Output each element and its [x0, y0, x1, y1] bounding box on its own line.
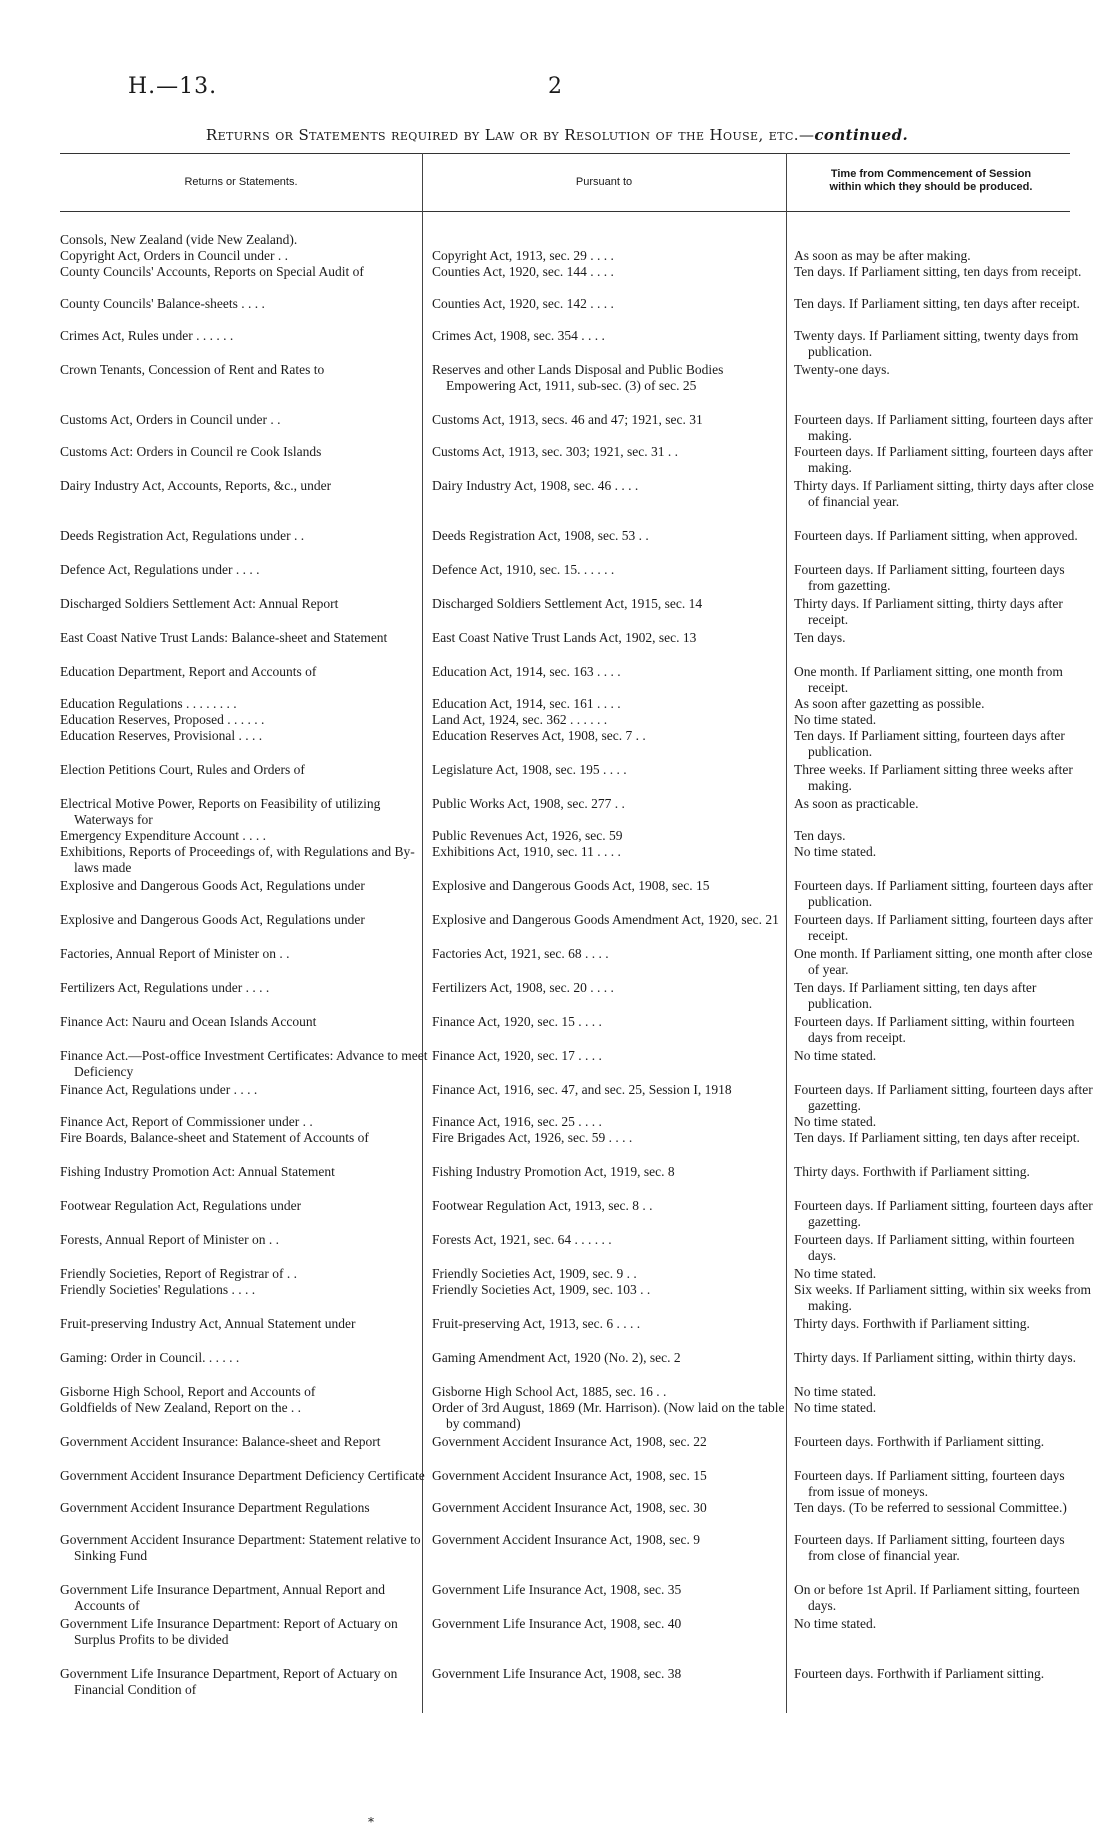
time-cell: No time stated. — [794, 1266, 877, 1281]
pursuant-cell: Public Works Act, 1908, sec. 277 . . — [432, 796, 625, 811]
time-cell: Ten days. (To be referred to sessional Committee.) — [794, 1500, 1067, 1515]
title-main: Returns or Statements required by Law or by Resolution of the House, etc.— — [205, 126, 815, 144]
time-cell: Fourteen days. If Parliament sitting, within fourteen days from receipt. — [794, 1014, 1075, 1045]
pursuant-cell: Finance Act, 1920, sec. 17 . . . . — [432, 1048, 602, 1063]
pursuant-cell: Public Revenues Act, 1926, sec. 59 — [432, 828, 623, 843]
column-header-time — [786, 168, 1076, 194]
pursuant-cell: Government Life Insurance Act, 1908, sec. 35 — [432, 1582, 682, 1597]
pursuant-cell: Counties Act, 1920, sec. 142 . . . . — [432, 296, 614, 311]
pursuant-cell: Fruit-preserving Act, 1913, sec. 6 . . . . — [432, 1316, 641, 1331]
time-cell: Fourteen days. If Parliament sitting, fourteen days after making. — [794, 412, 1093, 443]
returns-cell: Government Life Insurance Department: Report of Actuary on Surplus Profits to be divided — [60, 1616, 398, 1647]
time-cell: Fourteen days. If Parliament sitting, fourteen days from close of financial year. — [794, 1532, 1065, 1563]
pursuant-cell: Footwear Regulation Act, 1913, sec. 8 . . — [432, 1198, 653, 1213]
pursuant-cell: Government Accident Insurance Act, 1908, sec. 30 — [432, 1500, 707, 1515]
returns-cell: Education Reserves, Provisional . . . . — [60, 728, 263, 743]
time-cell: Thirty days. Forthwith if Parliament sitting. — [794, 1316, 1030, 1331]
returns-cell: Education Regulations . . . . . . . . — [60, 696, 237, 711]
returns-cell: Customs Act: Orders in Council re Cook Islands — [60, 444, 322, 459]
returns-cell: Education Department, Report and Accounts of — [60, 664, 317, 679]
returns-cell: Crown Tenants, Concession of Rent and Rates to — [60, 362, 325, 377]
pursuant-cell: Copyright Act, 1913, sec. 29 . . . . — [432, 248, 614, 263]
returns-cell: Government Accident Insurance Department Deficiency Certificate — [60, 1468, 425, 1483]
pursuant-cell: Counties Act, 1920, sec. 144 . . . . — [432, 264, 614, 279]
time-cell: No time stated. — [794, 1400, 877, 1415]
time-cell: Fourteen days. If Parliament sitting, fourteen days after receipt. — [794, 912, 1093, 943]
returns-cell: Emergency Expenditure Account . . . . — [60, 828, 266, 843]
time-cell: Ten days. If Parliament sitting, ten days after publication. — [794, 980, 1037, 1011]
time-cell: Fourteen days. If Parliament sitting, fourteen days after publication. — [794, 878, 1093, 909]
time-cell: Fourteen days. If Parliament sitting, when approved. — [794, 528, 1078, 543]
pursuant-cell: Factories Act, 1921, sec. 68 . . . . — [432, 946, 609, 961]
pursuant-cell: Forests Act, 1921, sec. 64 . . . . . . — [432, 1232, 612, 1247]
returns-cell: Electrical Motive Power, Reports on Feasibility of utilizing Waterways for — [60, 796, 381, 827]
time-cell: Thirty days. If Parliament sitting, thirty days after close of financial year. — [794, 478, 1094, 509]
pursuant-cell: Government Life Insurance Act, 1908, sec. 40 — [432, 1616, 682, 1631]
returns-cell: Crimes Act, Rules under . . . . . . — [60, 328, 234, 343]
pursuant-cell: Fishing Industry Promotion Act, 1919, sec. 8 — [432, 1164, 675, 1179]
time-cell: No time stated. — [794, 712, 877, 727]
time-cell: Fourteen days. If Parliament sitting, fourteen days after making. — [794, 444, 1093, 475]
page-title — [0, 126, 1114, 144]
pursuant-cell: Explosive and Dangerous Goods Act, 1908, sec. 15 — [432, 878, 710, 893]
time-cell: Fourteen days. If Parliament sitting, fourteen days after gazetting. — [794, 1082, 1093, 1113]
returns-cell: Friendly Societies' Regulations . . . . — [60, 1282, 256, 1297]
returns-cell: Forests, Annual Report of Minister on . . — [60, 1232, 279, 1247]
time-cell: No time stated. — [794, 844, 877, 859]
time-cell: As soon as practicable. — [794, 796, 919, 811]
time-cell: Three weeks. If Parliament sitting three weeks after making. — [794, 762, 1073, 793]
time-cell: As soon as may be after making. — [794, 248, 971, 263]
pursuant-cell: Reserves and other Lands Disposal and Public Bodies Empowering Act, 1911, sub-sec. (3) of sec. 25 — [432, 362, 724, 393]
returns-cell: Defence Act, Regulations under . . . . — [60, 562, 260, 577]
returns-cell: Factories, Annual Report of Minister on . . — [60, 946, 290, 961]
time-cell: Six weeks. If Parliament sitting, within six weeks from making. — [794, 1282, 1091, 1313]
returns-cell: County Councils' Balance-sheets . . . . — [60, 296, 265, 311]
returns-cell: Consols, New Zealand (vide New Zealand). — [60, 232, 298, 247]
pursuant-cell: Friendly Societies Act, 1909, sec. 9 . . — [432, 1266, 637, 1281]
pursuant-cell: Defence Act, 1910, sec. 15. . . . . . — [432, 562, 615, 577]
time-cell: Thirty days. Forthwith if Parliament sitting. — [794, 1164, 1030, 1179]
page-number: 2 — [548, 74, 562, 99]
returns-cell: Government Life Insurance Department, Report of Actuary on Financial Condition of — [60, 1666, 398, 1697]
time-cell: Fourteen days. If Parliament sitting, fourteen days from issue of moneys. — [794, 1468, 1065, 1499]
returns-cell: Government Life Insurance Department, Annual Report and Accounts of — [60, 1582, 386, 1613]
returns-cell: Fruit-preserving Industry Act, Annual Statement under — [60, 1316, 356, 1331]
pursuant-cell: Order of 3rd August, 1869 (Mr. Harrison). (Now laid on the table by command) — [432, 1400, 785, 1431]
returns-cell: Finance Act, Regulations under . . . . — [60, 1082, 258, 1097]
returns-cell: Deeds Registration Act, Regulations under . . — [60, 528, 305, 543]
time-cell: No time stated. — [794, 1384, 877, 1399]
time-cell: Ten days. If Parliament sitting, fourteen days after publication. — [794, 728, 1065, 759]
time-cell: Ten days. — [794, 828, 846, 843]
time-cell: No time stated. — [794, 1048, 877, 1063]
pursuant-cell: Deeds Registration Act, 1908, sec. 53 . . — [432, 528, 649, 543]
time-cell: No time stated. — [794, 1616, 877, 1631]
pursuant-cell: Legislature Act, 1908, sec. 195 . . . . — [432, 762, 627, 777]
pursuant-cell: Gisborne High School Act, 1885, sec. 16 . . — [432, 1384, 667, 1399]
time-cell: Fourteen days. If Parliament sitting, within fourteen days. — [794, 1232, 1075, 1263]
pursuant-cell: Education Act, 1914, sec. 163 . . . . — [432, 664, 621, 679]
pursuant-cell: Finance Act, 1920, sec. 15 . . . . — [432, 1014, 602, 1029]
pursuant-cell: Finance Act, 1916, sec. 47, and sec. 25, Session I, 1918 — [432, 1082, 732, 1097]
returns-cell: Election Petitions Court, Rules and Orders of — [60, 762, 305, 777]
returns-cell: Exhibitions, Reports of Proceedings of, with Regulations and By-laws made — [60, 844, 415, 875]
pursuant-cell: Exhibitions Act, 1910, sec. 11 . . . . — [432, 844, 621, 859]
pursuant-cell: Education Reserves Act, 1908, sec. 7 . . — [432, 728, 646, 743]
time-cell: On or before 1st April. If Parliament sitting, fourteen days. — [794, 1582, 1080, 1613]
time-cell: Fourteen days. If Parliament sitting, fourteen days after gazetting. — [794, 1198, 1093, 1229]
time-cell: Ten days. If Parliament sitting, ten days after receipt. — [794, 296, 1080, 311]
time-cell: As soon after gazetting as possible. — [794, 696, 985, 711]
time-cell: Fourteen days. Forthwith if Parliament sitting. — [794, 1666, 1045, 1681]
pursuant-cell: Government Accident Insurance Act, 1908, sec. 9 — [432, 1532, 701, 1547]
title-continued: continued. — [814, 126, 909, 144]
returns-cell: Goldfields of New Zealand, Report on the . . — [60, 1400, 302, 1415]
returns-cell: Friendly Societies, Report of Registrar of . . — [60, 1266, 297, 1281]
column-header-pursuant: Pursuant to — [575, 176, 633, 188]
returns-cell: Government Accident Insurance Department Regulations — [60, 1500, 370, 1515]
column-header-time-line1: Time from Commencement of Session — [830, 168, 1032, 180]
pursuant-cell: Customs Act, 1913, secs. 46 and 47; 1921, sec. 31 — [432, 412, 703, 427]
returns-cell: Fire Boards, Balance-sheet and Statement of Accounts of — [60, 1130, 369, 1145]
pursuant-cell: Gaming Amendment Act, 1920 (No. 2), sec. 2 — [432, 1350, 681, 1365]
pursuant-cell: Discharged Soldiers Settlement Act, 1915, sec. 14 — [432, 596, 703, 611]
time-cell: Ten days. If Parliament sitting, ten days after receipt. — [794, 1130, 1080, 1145]
pursuant-cell: Government Accident Insurance Act, 1908, sec. 15 — [432, 1468, 707, 1483]
returns-cell: Fertilizers Act, Regulations under . . . . — [60, 980, 270, 995]
time-cell: Fourteen days. Forthwith if Parliament sitting. — [794, 1434, 1045, 1449]
pursuant-cell: Education Act, 1914, sec. 161 . . . . — [432, 696, 621, 711]
returns-cell: Fishing Industry Promotion Act: Annual Statement — [60, 1164, 335, 1179]
returns-cell: Finance Act.—Post-office Investment Certificates: Advance to meet Deficiency — [60, 1048, 428, 1079]
footer-mark: * — [368, 1815, 374, 1829]
returns-cell: County Councils' Accounts, Reports on Special Audit of — [60, 264, 364, 279]
returns-cell: Finance Act, Report of Commissioner under . . — [60, 1114, 313, 1129]
returns-cell: Dairy Industry Act, Accounts, Reports, &c., under — [60, 478, 332, 493]
returns-cell: Discharged Soldiers Settlement Act: Annual Report — [60, 596, 339, 611]
column-header-time-line2: within which they should be produced. — [829, 181, 1033, 193]
table-top-rule — [60, 153, 1070, 154]
returns-cell: Education Reserves, Proposed . . . . . . — [60, 712, 265, 727]
pursuant-cell: Government Life Insurance Act, 1908, sec. 38 — [432, 1666, 682, 1681]
returns-cell: Government Accident Insurance Department: Statement relative to Sinking Fund — [60, 1532, 421, 1563]
column-header-returns: Returns or Statements. — [184, 176, 298, 188]
returns-cell: Government Accident Insurance: Balance-sheet and Report — [60, 1434, 381, 1449]
returns-cell: Footwear Regulation Act, Regulations under — [60, 1198, 302, 1213]
returns-cell: Finance Act: Nauru and Ocean Islands Account — [60, 1014, 317, 1029]
pursuant-cell: Finance Act, 1916, sec. 25 . . . . — [432, 1114, 602, 1129]
time-cell: One month. If Parliament sitting, one month from receipt. — [794, 664, 1063, 695]
pursuant-cell: East Coast Native Trust Lands Act, 1902, sec. 13 — [432, 630, 697, 645]
returns-cell: Copyright Act, Orders in Council under . . — [60, 248, 288, 263]
time-cell: Ten days. — [794, 630, 846, 645]
returns-cell: Explosive and Dangerous Goods Act, Regulations under — [60, 912, 365, 927]
pursuant-cell: Fire Brigades Act, 1926, sec. 59 . . . . — [432, 1130, 633, 1145]
time-cell: Thirty days. If Parliament sitting, thirty days after receipt. — [794, 596, 1063, 627]
pursuant-cell: Government Accident Insurance Act, 1908, sec. 22 — [432, 1434, 707, 1449]
time-cell: No time stated. — [794, 1114, 877, 1129]
time-cell: Twenty days. If Parliament sitting, twenty days from publication. — [794, 328, 1079, 359]
table-header-rule — [60, 211, 1070, 212]
time-cell: Fourteen days. If Parliament sitting, fourteen days from gazetting. — [794, 562, 1065, 593]
pursuant-cell: Fertilizers Act, 1908, sec. 20 . . . . — [432, 980, 614, 995]
pursuant-cell: Crimes Act, 1908, sec. 354 . . . . — [432, 328, 605, 343]
returns-cell: Gisborne High School, Report and Accounts of — [60, 1384, 316, 1399]
returns-cell: Explosive and Dangerous Goods Act, Regulations under — [60, 878, 365, 893]
time-cell: Thirty days. If Parliament sitting, within thirty days. — [794, 1350, 1076, 1365]
returns-cell: Gaming: Order in Council. . . . . . — [60, 1350, 240, 1365]
pursuant-cell: Explosive and Dangerous Goods Amendment Act, 1920, sec. 21 — [432, 912, 779, 927]
returns-cell: Customs Act, Orders in Council under . . — [60, 412, 281, 427]
pursuant-cell: Customs Act, 1913, sec. 303; 1921, sec. 31 . . — [432, 444, 678, 459]
pursuant-cell: Land Act, 1924, sec. 362 . . . . . . — [432, 712, 608, 727]
document-reference: H.—13. — [128, 74, 218, 99]
returns-cell: East Coast Native Trust Lands: Balance-sheet and Statement — [60, 630, 388, 645]
time-cell: Ten days. If Parliament sitting, ten days from receipt. — [794, 264, 1082, 279]
time-cell: One month. If Parliament sitting, one month after close of year. — [794, 946, 1093, 977]
time-cell: Twenty-one days. — [794, 362, 890, 377]
pursuant-cell: Dairy Industry Act, 1908, sec. 46 . . . . — [432, 478, 639, 493]
pursuant-cell: Friendly Societies Act, 1909, sec. 103 . . — [432, 1282, 651, 1297]
